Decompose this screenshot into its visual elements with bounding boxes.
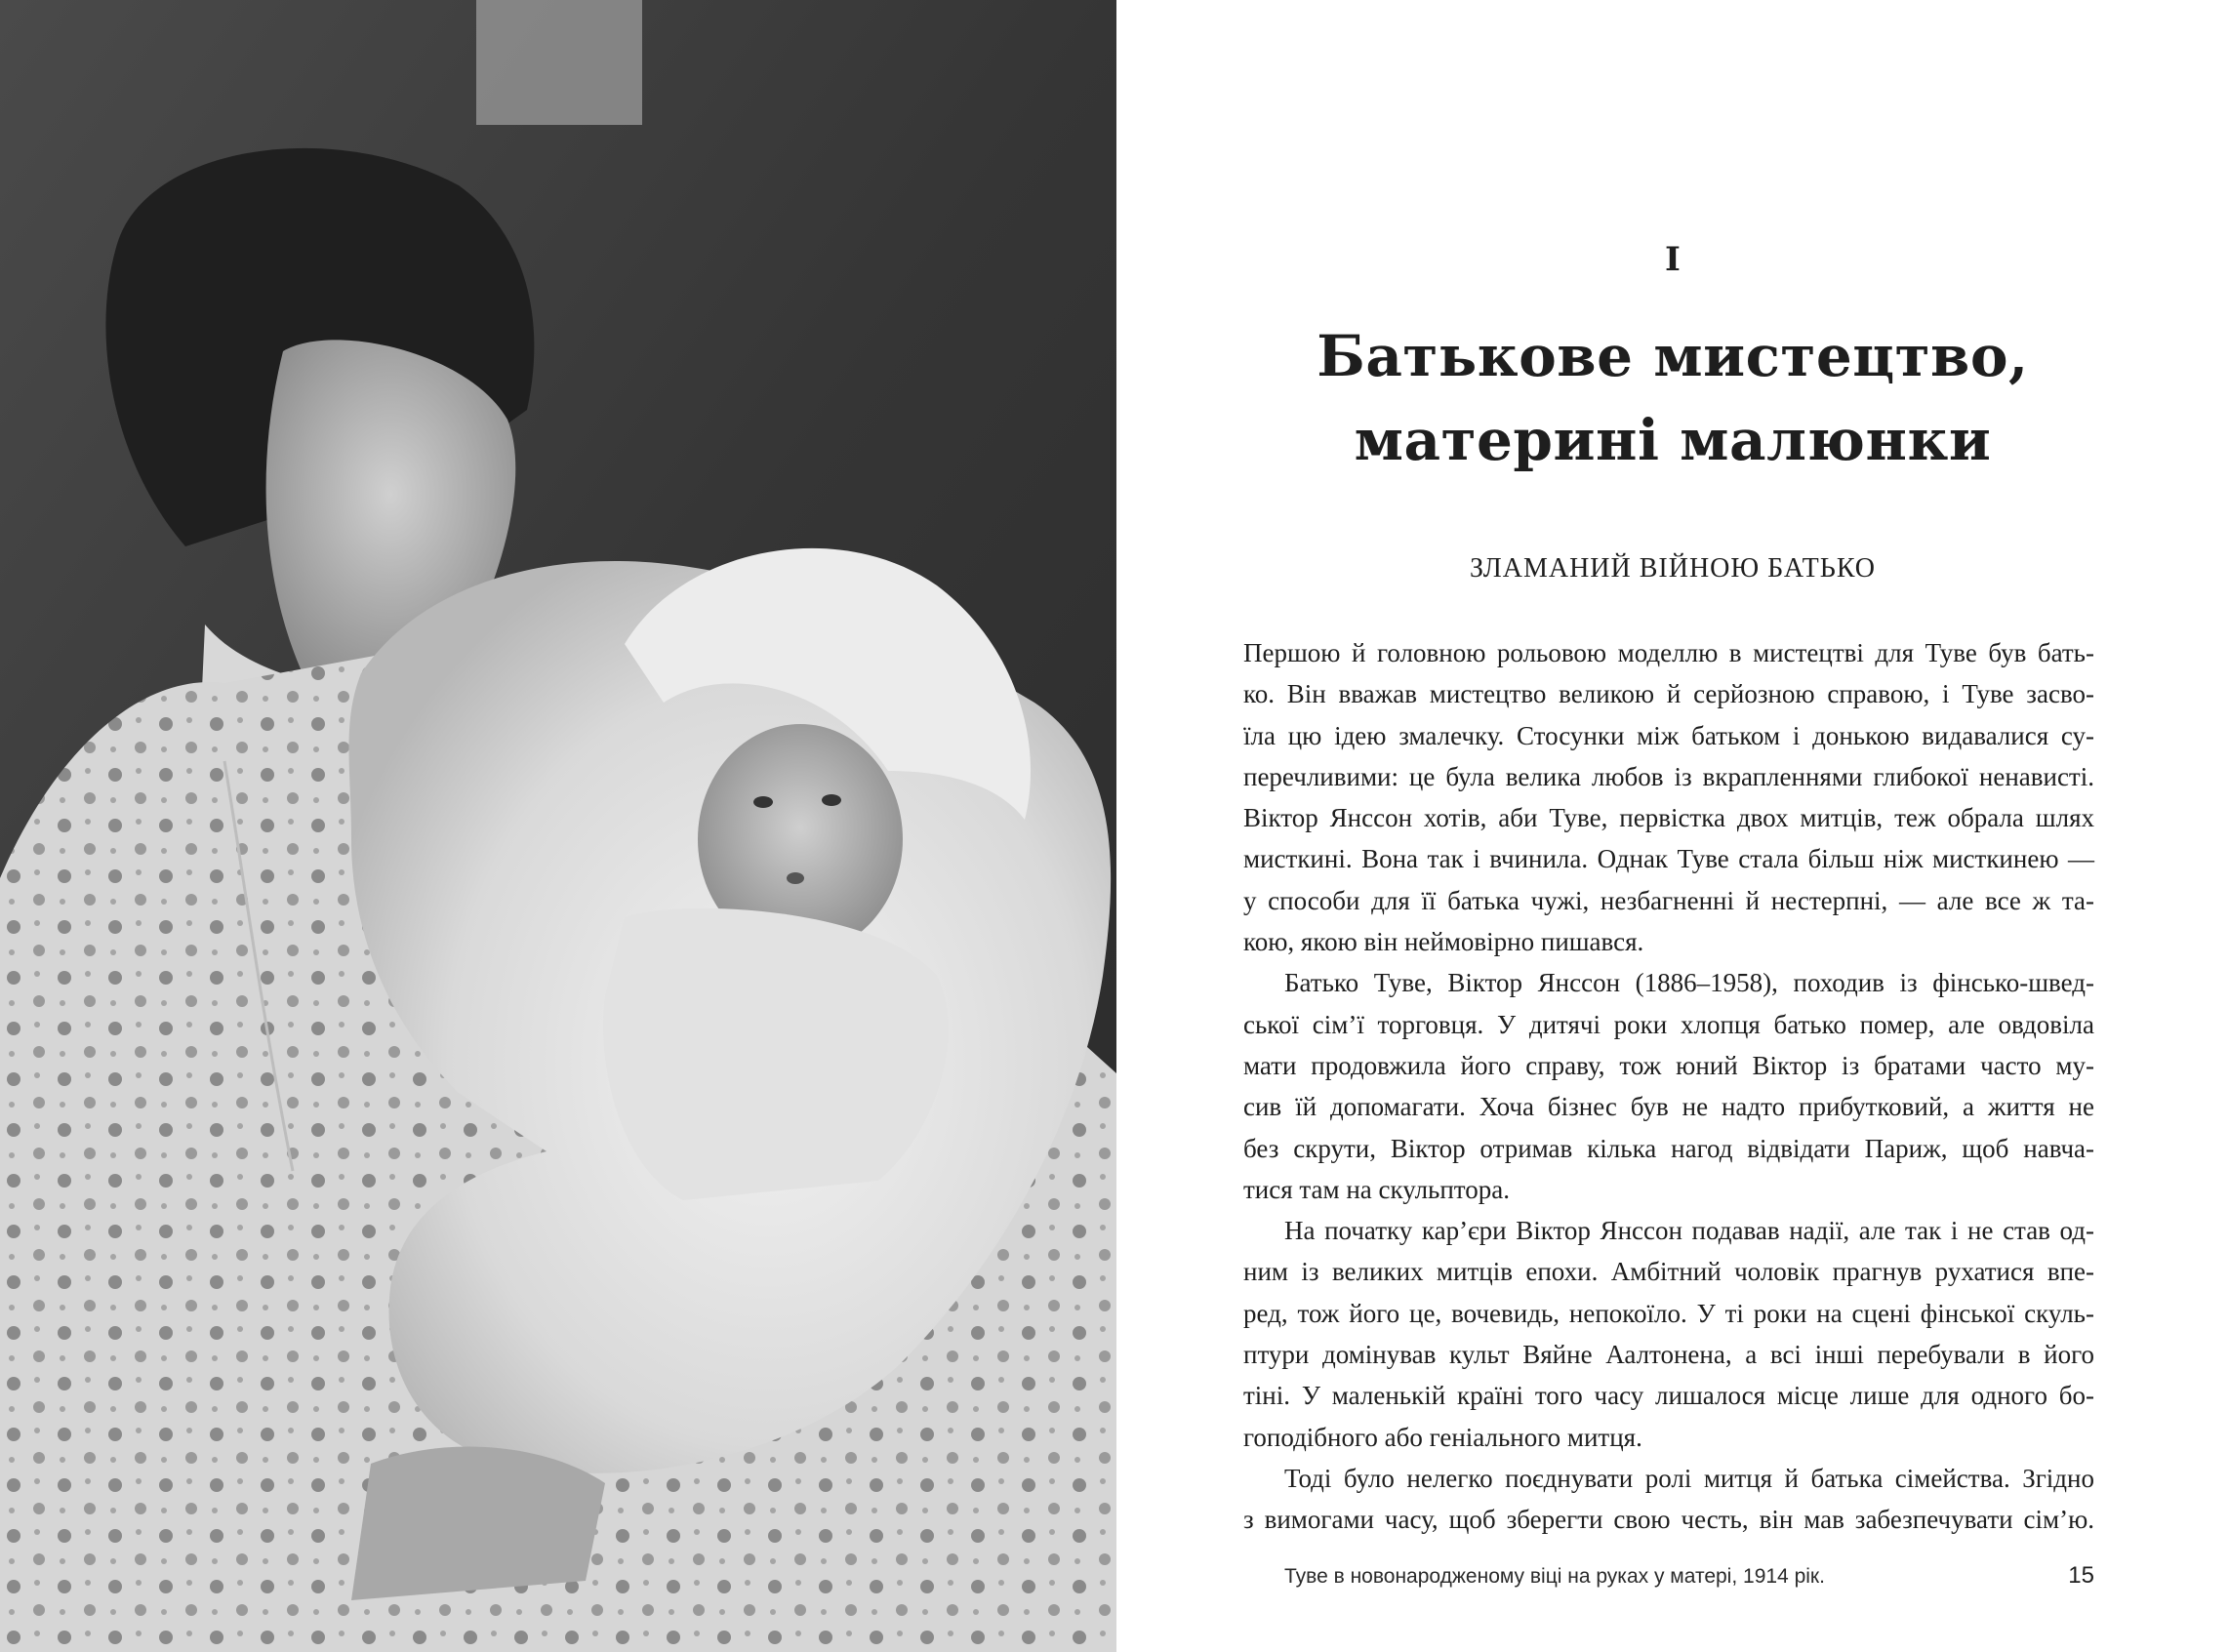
chapter-title-line: Батькове мистецтво, xyxy=(1317,323,2029,389)
photo-caption: Туве в новонародженому віці на руках у матері, 1914 рік. xyxy=(1284,1565,1825,1588)
text-line: Батько Туве, Віктор Янссон (1886–1958), походив із фінсько-швед- xyxy=(1284,968,2094,998)
text-line: мисткині. Вона так і вчинила. Однак Туве стала більш ніж мисткинею — xyxy=(1243,844,2094,874)
text-line: На початку кар’єри Віктор Янссон подавав надії, але так і не став од- xyxy=(1284,1216,2094,1246)
body-text xyxy=(1243,632,2094,1541)
text-line: у способи для її батька чужі, незбагненні й нестерпні, — але все ж та- xyxy=(1243,885,2094,915)
text-line: перечливими: це була велика любов із вкрапленнями глибокої ненависті. xyxy=(1243,761,2094,791)
text-line: їла цю ідею змалечку. Стосунки між батьком і донькою видавалися су- xyxy=(1243,720,2094,750)
chapter-number: I xyxy=(1665,240,1681,279)
text-line: Першою й головною рольовою моделлю в мистецтві для Туве був бать- xyxy=(1243,638,2094,667)
text-line: ко. Він вважав мистецтво великою й серйозною справою, і Туве засво- xyxy=(1243,679,2094,709)
text-line: птури домінував культ Вяйне Аалтонена, а всі інші перебували в його xyxy=(1243,1340,2094,1370)
text-line: тися там на скульптора. xyxy=(1243,1174,1510,1204)
text-line: без скрути, Віктор отримав кілька нагод відвідати Париж, щоб навча- xyxy=(1243,1133,2094,1163)
text-line: кою, якою він неймовірно пишався. xyxy=(1243,927,1644,957)
text-line: мати продовжила його справу, тож юний Віктор із братами часто му- xyxy=(1243,1050,2094,1080)
text-line: Віктор Янссон хотів, аби Туве, первістка двох митців, теж обрала шлях xyxy=(1243,803,2094,833)
text-line: тіні. У маленькій країні того часу лишалося місце лише для одного бо- xyxy=(1243,1381,2094,1411)
chapter-title-line: материні малюнки xyxy=(1354,407,1992,473)
chapter-title xyxy=(1116,314,2229,482)
text-line: гоподібного або геніального митця. xyxy=(1243,1422,1642,1452)
text-line: ним із великих митців епохи. Амбітний чоловік прагнув рухатися впе- xyxy=(1243,1257,2094,1287)
section-title: ЗЛАМАНИЙ ВІЙНОЮ БАТЬКО xyxy=(1469,553,1877,584)
text-line: ред, тож його це, вочевидь, непокоїло. У ті роки на сцені фінської скуль- xyxy=(1243,1298,2094,1328)
text-line: ської сім’ї торговця. У дитячі роки хлопця батько помер, але овдовіла xyxy=(1243,1009,2094,1039)
page-number: 15 xyxy=(2068,1562,2094,1589)
text-line: сив їй допомагати. Хоча бізнес був не надто прибутковий, а життя не xyxy=(1243,1092,2094,1122)
text-line: Тоді було нелегко поєднувати ролі митця й батька сімейства. Згідно xyxy=(1284,1463,2094,1493)
text-page xyxy=(1116,0,2229,1652)
text-line: з вимогами часу, щоб зберегти свою честь, він мав забезпечувати сім’ю. xyxy=(1243,1505,2094,1535)
